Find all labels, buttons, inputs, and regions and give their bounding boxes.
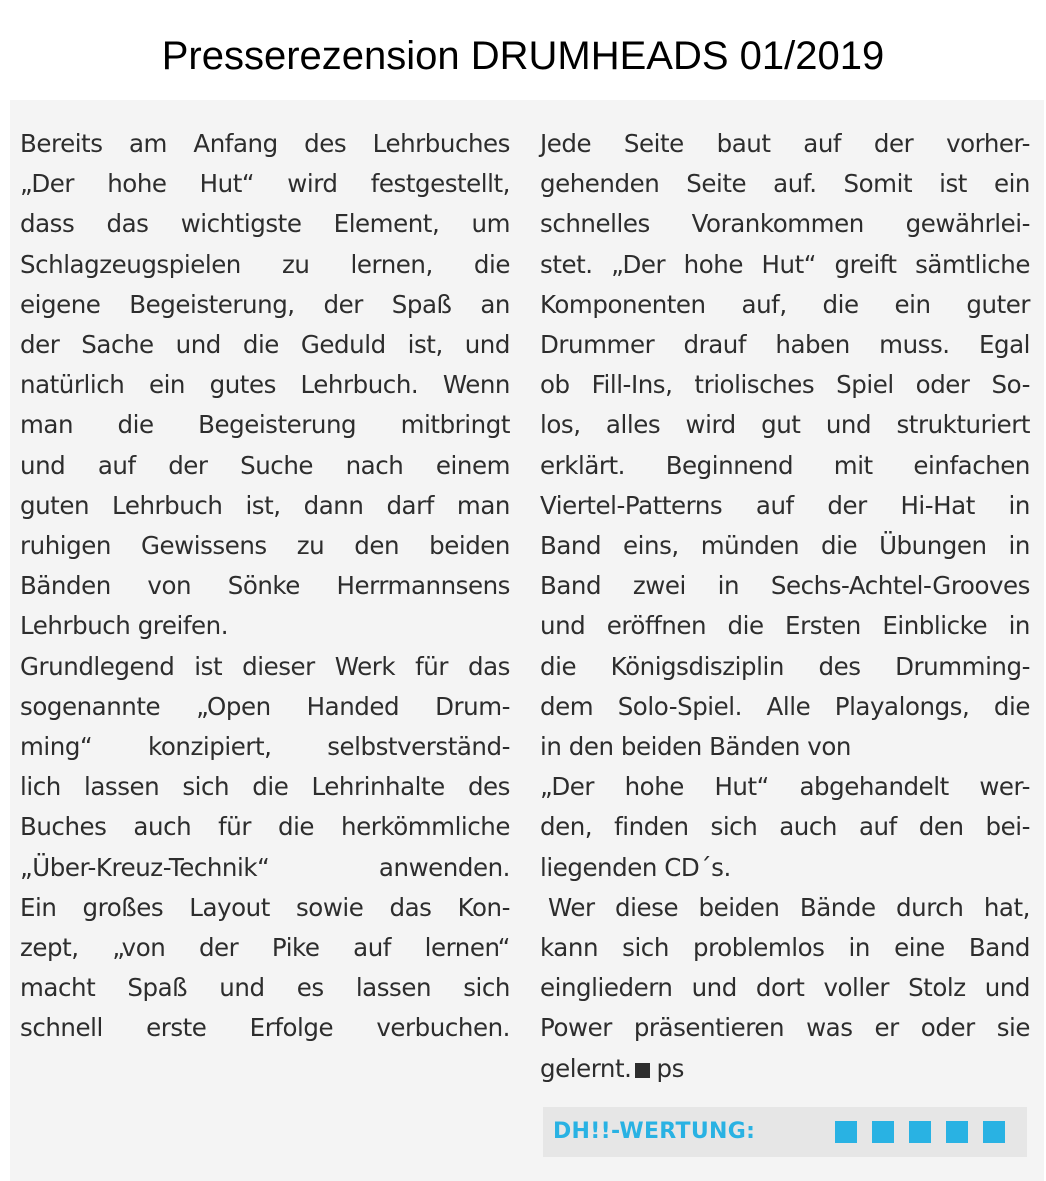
text-line: schnell erste Erfolge verbuchen.	[20, 1013, 510, 1043]
text-line: „Über-Kreuz-Technik“ anwenden.	[20, 852, 510, 882]
text-line: in den beiden Bänden von	[540, 732, 851, 762]
text-line: „Der hohe Hut“ abgehandelt wer-	[540, 772, 1030, 802]
rating-square-icon	[835, 1121, 857, 1143]
text-line: Wer diese beiden Bände durch hat,	[548, 892, 1030, 922]
article-column-left	[20, 124, 510, 1049]
text-line: ruhigen Gewissens zu den beiden	[20, 531, 510, 561]
text-line: man die Begeisterung mitbringt	[20, 410, 510, 440]
text-line: Buches auch für die herkömmliche	[20, 812, 510, 842]
text-line: Komponenten auf, die ein guter	[540, 289, 1030, 319]
text-line: die Königsdisziplin des Drumming-	[540, 651, 1030, 681]
text-line: Ein großes Layout sowie das Kon-	[20, 892, 510, 922]
text-line: Viertel-Patterns auf der Hi-Hat in	[540, 490, 1030, 520]
author-initials: ps	[656, 1053, 684, 1083]
text-line: guten Lehrbuch ist, dann darf man	[20, 490, 510, 520]
text-line: Power präsentieren was er oder sie	[540, 1013, 1030, 1043]
text-line: los, alles wird gut und strukturiert	[540, 410, 1030, 440]
text-line: Band zwei in Sechs-Achtel-Grooves	[540, 571, 1030, 601]
closing-text: gelernt.	[540, 1053, 632, 1083]
text-line: Bereits am Anfang des Lehrbuches	[20, 129, 510, 158]
text-line: natürlich ein gutes Lehrbuch. Wenn	[20, 370, 510, 400]
rating-square-icon	[872, 1121, 894, 1143]
rating-square-icon	[983, 1121, 1005, 1143]
text-line: den, finden sich auch auf den bei-	[540, 812, 1030, 842]
text-line: liegenden CD´s.	[540, 852, 731, 882]
text-line: zept, „von der Pike auf lernen“	[20, 933, 510, 963]
page-title: Presserezension DRUMHEADS 01/2019	[161, 34, 885, 78]
text-line: macht Spaß und es lassen sich	[20, 973, 510, 1003]
text-line: eingliedern und dort voller Stolz und	[540, 973, 1030, 1003]
rating-squares	[835, 1121, 1005, 1143]
text-line: Schlagzeugspielen zu lernen, die	[20, 249, 510, 279]
text-line: Grundlegend ist dieser Werk für das	[20, 651, 510, 681]
text-line: Lehrbuch greifen.	[20, 611, 229, 641]
text-line: gehenden Seite auf. Somit ist ein	[540, 169, 1030, 199]
text-line: sogenannte „Open Handed Drum-	[20, 691, 510, 721]
rating-label: DH!!-WERTUNG:	[553, 1119, 756, 1144]
text-line: erklärt. Beginnend mit einfachen	[540, 450, 1030, 480]
text-line: lich lassen sich die Lehrinhalte des	[20, 772, 510, 802]
text-line: Bänden von Sönke Herrmannsens	[20, 571, 510, 601]
text-line: und auf der Suche nach einem	[20, 450, 510, 480]
closing-line	[540, 1049, 1030, 1089]
text-line: eigene Begeisterung, der Spaß an	[20, 289, 510, 319]
text-line: der Sache und die Geduld ist, und	[20, 330, 510, 360]
text-line: schnelles Vorankommen gewährlei-	[540, 209, 1030, 239]
text-line: kann sich problemlos in eine Band	[540, 933, 1030, 963]
rating-box	[543, 1107, 1027, 1157]
text-line: „Der hohe Hut“ wird festgestellt,	[20, 169, 510, 199]
article-column-right	[540, 124, 1030, 1089]
end-square-icon	[635, 1063, 650, 1078]
text-line: ob Fill-Ins, triolisches Spiel oder So-	[540, 370, 1030, 400]
rating-square-icon	[946, 1121, 968, 1143]
text-line: stet. „Der hohe Hut“ greift sämtliche	[540, 249, 1030, 279]
text-line: Jede Seite baut auf der vorher-	[540, 129, 1030, 158]
text-line: dass das wichtigste Element, um	[20, 209, 510, 239]
text-line: und eröffnen die Ersten Einblicke in	[540, 611, 1030, 641]
text-line: Band eins, münden die Übungen in	[540, 531, 1030, 561]
text-line: ming“ konzipiert, selbstverständ-	[20, 732, 510, 762]
text-line: dem Solo-Spiel. Alle Playalongs, die	[540, 691, 1030, 721]
text-line: Drummer drauf haben muss. Egal	[540, 330, 1030, 360]
rating-square-icon	[909, 1121, 931, 1143]
